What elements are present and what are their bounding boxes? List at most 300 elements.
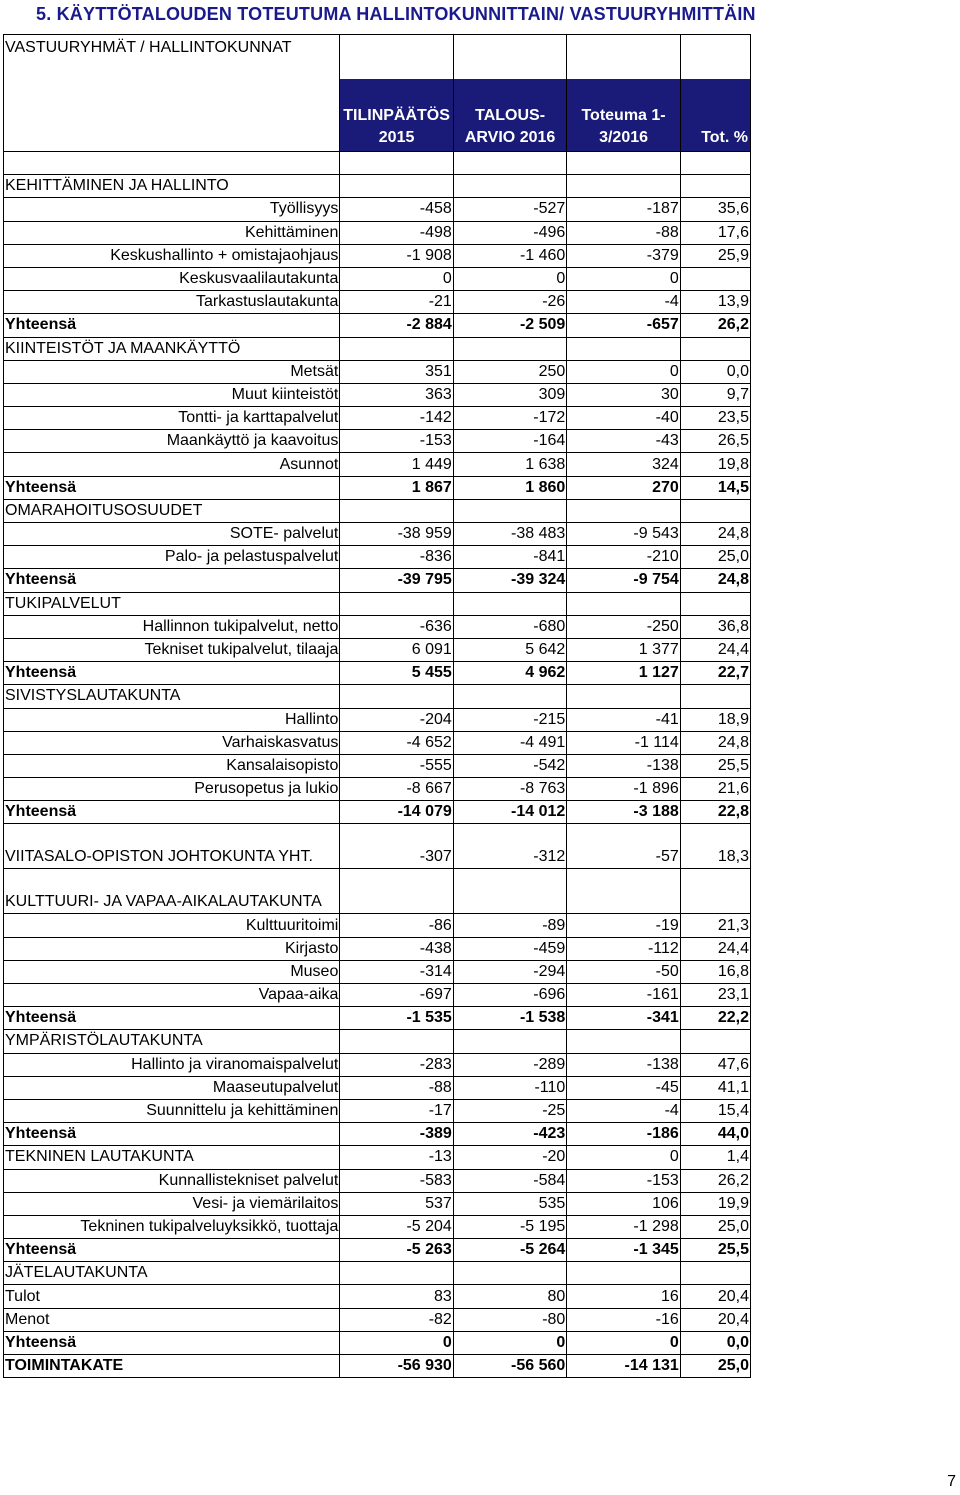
table-row	[4, 984, 751, 1007]
value-ta2016: -5 195	[453, 1215, 566, 1238]
value-toteuma	[567, 337, 680, 360]
row-label: TUKIPALVELUT	[4, 592, 340, 615]
value-toteuma: -112	[567, 937, 680, 960]
total-row	[4, 569, 751, 592]
value-toteuma: 16	[567, 1285, 680, 1308]
row-label: KULTTUURI- JA VAPAA-AIKALAUTAKUNTA	[4, 869, 340, 914]
row-label: Hallinto ja viranomaispalvelut	[4, 1053, 340, 1076]
row-label: Maankäyttö ja kaavoitus	[4, 430, 340, 453]
value-toteuma: -138	[567, 1053, 680, 1076]
value-ta2016: -459	[453, 937, 566, 960]
value-ta2016	[453, 592, 566, 615]
value-tp2015: 1 449	[340, 453, 453, 476]
row-label: Metsät	[4, 360, 340, 383]
row-label: Palo- ja pelastuspalvelut	[4, 546, 340, 569]
value-totpct: 26,5	[680, 430, 750, 453]
value-toteuma: 0	[567, 1146, 680, 1169]
value-toteuma: 324	[567, 453, 680, 476]
value-totpct: 24,8	[680, 523, 750, 546]
value-ta2016: -696	[453, 984, 566, 1007]
row-label: SOTE- palvelut	[4, 523, 340, 546]
value-tp2015: -153	[340, 430, 453, 453]
table-row	[4, 430, 751, 453]
header-col-ta	[453, 35, 566, 152]
value-toteuma: -3 188	[567, 801, 680, 824]
value-totpct: 18,3	[680, 824, 750, 869]
row-label: Tarkastuslautakunta	[4, 291, 340, 314]
value-tp2015: -2 884	[340, 314, 453, 337]
row-label: Kulttuuritoimi	[4, 914, 340, 937]
value-toteuma: -210	[567, 546, 680, 569]
row-label: Asunnot	[4, 453, 340, 476]
value-ta2016: 4 962	[453, 662, 566, 685]
value-ta2016: 80	[453, 1285, 566, 1308]
value-tp2015: -836	[340, 546, 453, 569]
value-tp2015: -56 930	[340, 1355, 453, 1378]
row-label: KEHITTÄMINEN JA HALLINTO	[4, 175, 340, 198]
value-tp2015: -204	[340, 708, 453, 731]
row-label: Suunnittelu ja kehittäminen	[4, 1099, 340, 1122]
value-totpct: 18,9	[680, 708, 750, 731]
value-tp2015: -8 667	[340, 778, 453, 801]
value-toteuma	[567, 175, 680, 198]
table-row	[4, 1215, 751, 1238]
row-label: Kehittäminen	[4, 221, 340, 244]
value-toteuma: -45	[567, 1076, 680, 1099]
value-toteuma: -1 298	[567, 1215, 680, 1238]
value-tp2015: -458	[340, 198, 453, 221]
value-totpct: 35,6	[680, 198, 750, 221]
value-toteuma: -250	[567, 615, 680, 638]
value-totpct	[680, 267, 750, 290]
table-row	[4, 960, 751, 983]
value-totpct	[680, 592, 750, 615]
value-toteuma: -57	[567, 824, 680, 869]
value-totpct	[680, 175, 750, 198]
value-totpct: 22,7	[680, 662, 750, 685]
value-totpct: 44,0	[680, 1123, 750, 1146]
table-row	[4, 291, 751, 314]
header-ta-line2: ARVIO 2016	[464, 129, 556, 146]
table-row	[4, 1308, 751, 1331]
value-totpct: 41,1	[680, 1076, 750, 1099]
value-ta2016: -164	[453, 430, 566, 453]
row-label: Tekniset tukipalvelut, tilaaja	[4, 638, 340, 661]
value-toteuma: 1 127	[567, 662, 680, 685]
table-row	[4, 267, 751, 290]
value-toteuma: 30	[567, 383, 680, 406]
value-totpct: 20,4	[680, 1308, 750, 1331]
section-row	[4, 1146, 751, 1169]
value-tp2015: 363	[340, 383, 453, 406]
value-toteuma: -186	[567, 1123, 680, 1146]
value-ta2016: 250	[453, 360, 566, 383]
value-totpct: 22,8	[680, 801, 750, 824]
value-tp2015: -5 263	[340, 1239, 453, 1262]
row-label: OMARAHOITUSOSUUDET	[4, 499, 340, 522]
page-number: 7	[947, 1473, 956, 1490]
section-row	[4, 175, 751, 198]
value-ta2016: -4 491	[453, 731, 566, 754]
row-label: Yhteensä	[4, 1239, 340, 1262]
value-toteuma: -187	[567, 198, 680, 221]
header-pct-label: Tot. %	[701, 129, 748, 146]
value-tp2015: -82	[340, 1308, 453, 1331]
total-row	[4, 314, 751, 337]
value-tp2015: -21	[340, 291, 453, 314]
row-label: Keskusvaalilautakunta	[4, 267, 340, 290]
table-row	[4, 1169, 751, 1192]
value-tp2015: -88	[340, 1076, 453, 1099]
value-tp2015: 351	[340, 360, 453, 383]
value-totpct: 25,0	[680, 1215, 750, 1238]
row-label: Museo	[4, 960, 340, 983]
value-toteuma: -88	[567, 221, 680, 244]
value-tp2015: -697	[340, 984, 453, 1007]
value-totpct: 25,9	[680, 244, 750, 267]
value-totpct: 0,0	[680, 360, 750, 383]
value-totpct	[680, 337, 750, 360]
value-tp2015: -555	[340, 754, 453, 777]
value-toteuma	[567, 1030, 680, 1053]
value-toteuma: -161	[567, 984, 680, 1007]
value-totpct	[680, 869, 750, 914]
row-label: TEKNINEN LAUTAKUNTA	[4, 1146, 340, 1169]
budget-table	[3, 34, 751, 1378]
table-row	[4, 1099, 751, 1122]
row-label: Tekninen tukipalveluyksikkö, tuottaja	[4, 1215, 340, 1238]
value-toteuma: -379	[567, 244, 680, 267]
value-ta2016: -542	[453, 754, 566, 777]
total-row	[4, 662, 751, 685]
value-toteuma: -19	[567, 914, 680, 937]
value-tp2015	[340, 337, 453, 360]
value-tp2015	[340, 869, 453, 914]
value-toteuma: 0	[567, 267, 680, 290]
row-label: Yhteensä	[4, 569, 340, 592]
total-row	[4, 1007, 751, 1030]
value-ta2016	[453, 499, 566, 522]
value-ta2016: -294	[453, 960, 566, 983]
value-toteuma: -9 754	[567, 569, 680, 592]
table-row	[4, 221, 751, 244]
value-tp2015: -636	[340, 615, 453, 638]
table-row	[4, 453, 751, 476]
section-row	[4, 1262, 751, 1285]
value-ta2016	[453, 1262, 566, 1285]
value-toteuma: -14 131	[567, 1355, 680, 1378]
value-totpct: 26,2	[680, 314, 750, 337]
section-row	[4, 685, 751, 708]
value-ta2016: -312	[453, 824, 566, 869]
value-totpct: 0,0	[680, 1331, 750, 1354]
value-ta2016: -8 763	[453, 778, 566, 801]
value-tp2015: -14 079	[340, 801, 453, 824]
value-tp2015: 0	[340, 1331, 453, 1354]
value-toteuma: -41	[567, 708, 680, 731]
value-ta2016: -5 264	[453, 1239, 566, 1262]
value-ta2016: -584	[453, 1169, 566, 1192]
section-row	[4, 592, 751, 615]
value-ta2016: -2 509	[453, 314, 566, 337]
value-totpct	[680, 1262, 750, 1285]
row-label: TOIMINTAKATE	[4, 1355, 340, 1378]
header-row	[4, 35, 751, 152]
value-tp2015: 6 091	[340, 638, 453, 661]
value-totpct: 25,0	[680, 546, 750, 569]
total-row	[4, 1239, 751, 1262]
row-label: Kunnallistekniset palvelut	[4, 1169, 340, 1192]
value-totpct: 1,4	[680, 1146, 750, 1169]
table-row	[4, 1076, 751, 1099]
header-col-tot	[567, 35, 680, 152]
value-toteuma	[567, 1262, 680, 1285]
total-row	[4, 1123, 751, 1146]
value-totpct: 36,8	[680, 615, 750, 638]
row-label: Hallinto	[4, 708, 340, 731]
value-toteuma	[567, 869, 680, 914]
value-toteuma: -1 896	[567, 778, 680, 801]
value-tp2015: -307	[340, 824, 453, 869]
total-row	[4, 801, 751, 824]
page-title: 5. KÄYTTÖTALOUDEN TOTEUTUMA HALLINTOKUNNITTAIN/ VASTUURYHMITTÄIN	[36, 4, 756, 24]
value-ta2016: -496	[453, 221, 566, 244]
value-ta2016: -1 460	[453, 244, 566, 267]
value-ta2016: -20	[453, 1146, 566, 1169]
table-row	[4, 824, 751, 869]
value-tp2015: -389	[340, 1123, 453, 1146]
total-row	[4, 1331, 751, 1354]
row-label: Yhteensä	[4, 801, 340, 824]
value-tp2015: -283	[340, 1053, 453, 1076]
value-totpct: 19,8	[680, 453, 750, 476]
value-ta2016: -14 012	[453, 801, 566, 824]
table-row	[4, 523, 751, 546]
value-tp2015: -1 908	[340, 244, 453, 267]
table-row	[4, 638, 751, 661]
value-totpct	[680, 1030, 750, 1053]
table-row	[4, 708, 751, 731]
value-ta2016: -25	[453, 1099, 566, 1122]
value-totpct: 13,9	[680, 291, 750, 314]
value-tp2015: -39 795	[340, 569, 453, 592]
row-label: Tontti- ja karttapalvelut	[4, 407, 340, 430]
row-label: Menot	[4, 1308, 340, 1331]
value-tp2015: -498	[340, 221, 453, 244]
value-totpct: 23,5	[680, 407, 750, 430]
row-label: Yhteensä	[4, 314, 340, 337]
table-row	[4, 615, 751, 638]
value-ta2016	[453, 175, 566, 198]
value-totpct: 25,0	[680, 1355, 750, 1378]
row-label: Muut kiinteistöt	[4, 383, 340, 406]
value-totpct: 21,6	[680, 778, 750, 801]
section-row	[4, 499, 751, 522]
row-label: VIITASALO-OPISTON JOHTOKUNTA YHT.	[4, 824, 340, 869]
value-toteuma: 0	[567, 1331, 680, 1354]
header-tot-line2: 3/2016	[599, 129, 649, 146]
value-totpct	[680, 499, 750, 522]
section-row	[4, 1030, 751, 1053]
value-toteuma: -138	[567, 754, 680, 777]
value-ta2016: -527	[453, 198, 566, 221]
row-label: Perusopetus ja lukio	[4, 778, 340, 801]
value-tp2015: -142	[340, 407, 453, 430]
value-ta2016	[453, 337, 566, 360]
row-label: Kirjasto	[4, 937, 340, 960]
row-label: YMPÄRISTÖLAUTAKUNTA	[4, 1030, 340, 1053]
row-label: Yhteensä	[4, 662, 340, 685]
value-tp2015	[340, 1262, 453, 1285]
row-label: SIVISTYSLAUTAKUNTA	[4, 685, 340, 708]
value-ta2016: -215	[453, 708, 566, 731]
value-tp2015: 537	[340, 1192, 453, 1215]
value-tp2015: 83	[340, 1285, 453, 1308]
value-tp2015	[340, 499, 453, 522]
value-ta2016: 5 642	[453, 638, 566, 661]
value-ta2016: 1 860	[453, 476, 566, 499]
value-toteuma: -40	[567, 407, 680, 430]
header-tp-line1: TILINPÄÄTÖS	[343, 107, 450, 124]
value-totpct: 24,4	[680, 638, 750, 661]
value-totpct: 20,4	[680, 1285, 750, 1308]
value-ta2016: -289	[453, 1053, 566, 1076]
value-toteuma	[567, 592, 680, 615]
value-ta2016: 0	[453, 1331, 566, 1354]
value-toteuma: -341	[567, 1007, 680, 1030]
value-toteuma: -153	[567, 1169, 680, 1192]
value-totpct: 26,2	[680, 1169, 750, 1192]
row-label: Vapaa-aika	[4, 984, 340, 1007]
section-row	[4, 337, 751, 360]
value-ta2016: -80	[453, 1308, 566, 1331]
value-ta2016: -172	[453, 407, 566, 430]
value-tp2015: -38 959	[340, 523, 453, 546]
value-ta2016: 535	[453, 1192, 566, 1215]
header-col-tp	[340, 35, 453, 152]
value-tp2015	[340, 1030, 453, 1053]
value-ta2016: -1 538	[453, 1007, 566, 1030]
spacer-row	[4, 152, 751, 175]
value-toteuma: 106	[567, 1192, 680, 1215]
value-ta2016: -110	[453, 1076, 566, 1099]
value-tp2015	[340, 592, 453, 615]
table-row	[4, 1192, 751, 1215]
value-ta2016: 309	[453, 383, 566, 406]
row-label: Hallinnon tukipalvelut, netto	[4, 615, 340, 638]
table-row	[4, 546, 751, 569]
row-label: Yhteensä	[4, 1331, 340, 1354]
value-totpct: 24,8	[680, 569, 750, 592]
table-row	[4, 937, 751, 960]
value-totpct: 16,8	[680, 960, 750, 983]
value-tp2015	[340, 685, 453, 708]
table-row	[4, 1053, 751, 1076]
row-label: Vesi- ja viemärilaitos	[4, 1192, 340, 1215]
value-tp2015: 1 867	[340, 476, 453, 499]
value-tp2015: -583	[340, 1169, 453, 1192]
header-ta-line1: TALOUS-	[475, 107, 546, 124]
value-ta2016: -841	[453, 546, 566, 569]
value-totpct: 25,5	[680, 754, 750, 777]
value-tp2015: -17	[340, 1099, 453, 1122]
total-row	[4, 1355, 751, 1378]
value-tp2015: 5 455	[340, 662, 453, 685]
row-label: Kansalaisopisto	[4, 754, 340, 777]
value-toteuma: -657	[567, 314, 680, 337]
header-col-pct	[680, 35, 750, 152]
value-ta2016: -89	[453, 914, 566, 937]
value-ta2016: 1 638	[453, 453, 566, 476]
value-tp2015: -438	[340, 937, 453, 960]
table-row	[4, 383, 751, 406]
section-row	[4, 869, 751, 914]
value-tp2015: -314	[340, 960, 453, 983]
value-ta2016: -680	[453, 615, 566, 638]
row-label: Yhteensä	[4, 476, 340, 499]
row-label: JÄTELAUTAKUNTA	[4, 1262, 340, 1285]
row-label: Maaseutupalvelut	[4, 1076, 340, 1099]
value-toteuma	[567, 685, 680, 708]
value-totpct: 15,4	[680, 1099, 750, 1122]
value-toteuma: -4	[567, 1099, 680, 1122]
table-row	[4, 244, 751, 267]
value-totpct: 17,6	[680, 221, 750, 244]
header-col-label: VASTUURYHMÄT / HALLINTOKUNNAT	[4, 35, 340, 152]
header-tp-line2: 2015	[378, 129, 415, 146]
value-tp2015	[340, 175, 453, 198]
value-toteuma: -50	[567, 960, 680, 983]
table-row	[4, 914, 751, 937]
row-label: KIINTEISTÖT JA MAANKÄYTTÖ	[4, 337, 340, 360]
table-row	[4, 778, 751, 801]
value-totpct: 23,1	[680, 984, 750, 1007]
value-totpct: 24,4	[680, 937, 750, 960]
value-toteuma	[567, 499, 680, 522]
row-label: Varhaiskasvatus	[4, 731, 340, 754]
value-toteuma: -1 345	[567, 1239, 680, 1262]
total-row	[4, 476, 751, 499]
table-row	[4, 731, 751, 754]
row-label: Yhteensä	[4, 1123, 340, 1146]
value-tp2015: -4 652	[340, 731, 453, 754]
table-row	[4, 754, 751, 777]
row-label: Keskushallinto + omistajaohjaus	[4, 244, 340, 267]
value-ta2016: -38 483	[453, 523, 566, 546]
value-toteuma: 1 377	[567, 638, 680, 661]
value-totpct: 47,6	[680, 1053, 750, 1076]
value-ta2016	[453, 1030, 566, 1053]
value-totpct: 25,5	[680, 1239, 750, 1262]
value-totpct	[680, 685, 750, 708]
value-totpct: 22,2	[680, 1007, 750, 1030]
table-row	[4, 198, 751, 221]
value-totpct: 24,8	[680, 731, 750, 754]
value-ta2016	[453, 869, 566, 914]
value-toteuma: -16	[567, 1308, 680, 1331]
value-tp2015: 0	[340, 267, 453, 290]
row-label: Työllisyys	[4, 198, 340, 221]
row-label: Yhteensä	[4, 1007, 340, 1030]
value-tp2015: -5 204	[340, 1215, 453, 1238]
table-row	[4, 407, 751, 430]
value-totpct: 14,5	[680, 476, 750, 499]
value-ta2016: -423	[453, 1123, 566, 1146]
value-toteuma: -1 114	[567, 731, 680, 754]
value-tp2015: -1 535	[340, 1007, 453, 1030]
value-toteuma: 0	[567, 360, 680, 383]
value-tp2015: -86	[340, 914, 453, 937]
